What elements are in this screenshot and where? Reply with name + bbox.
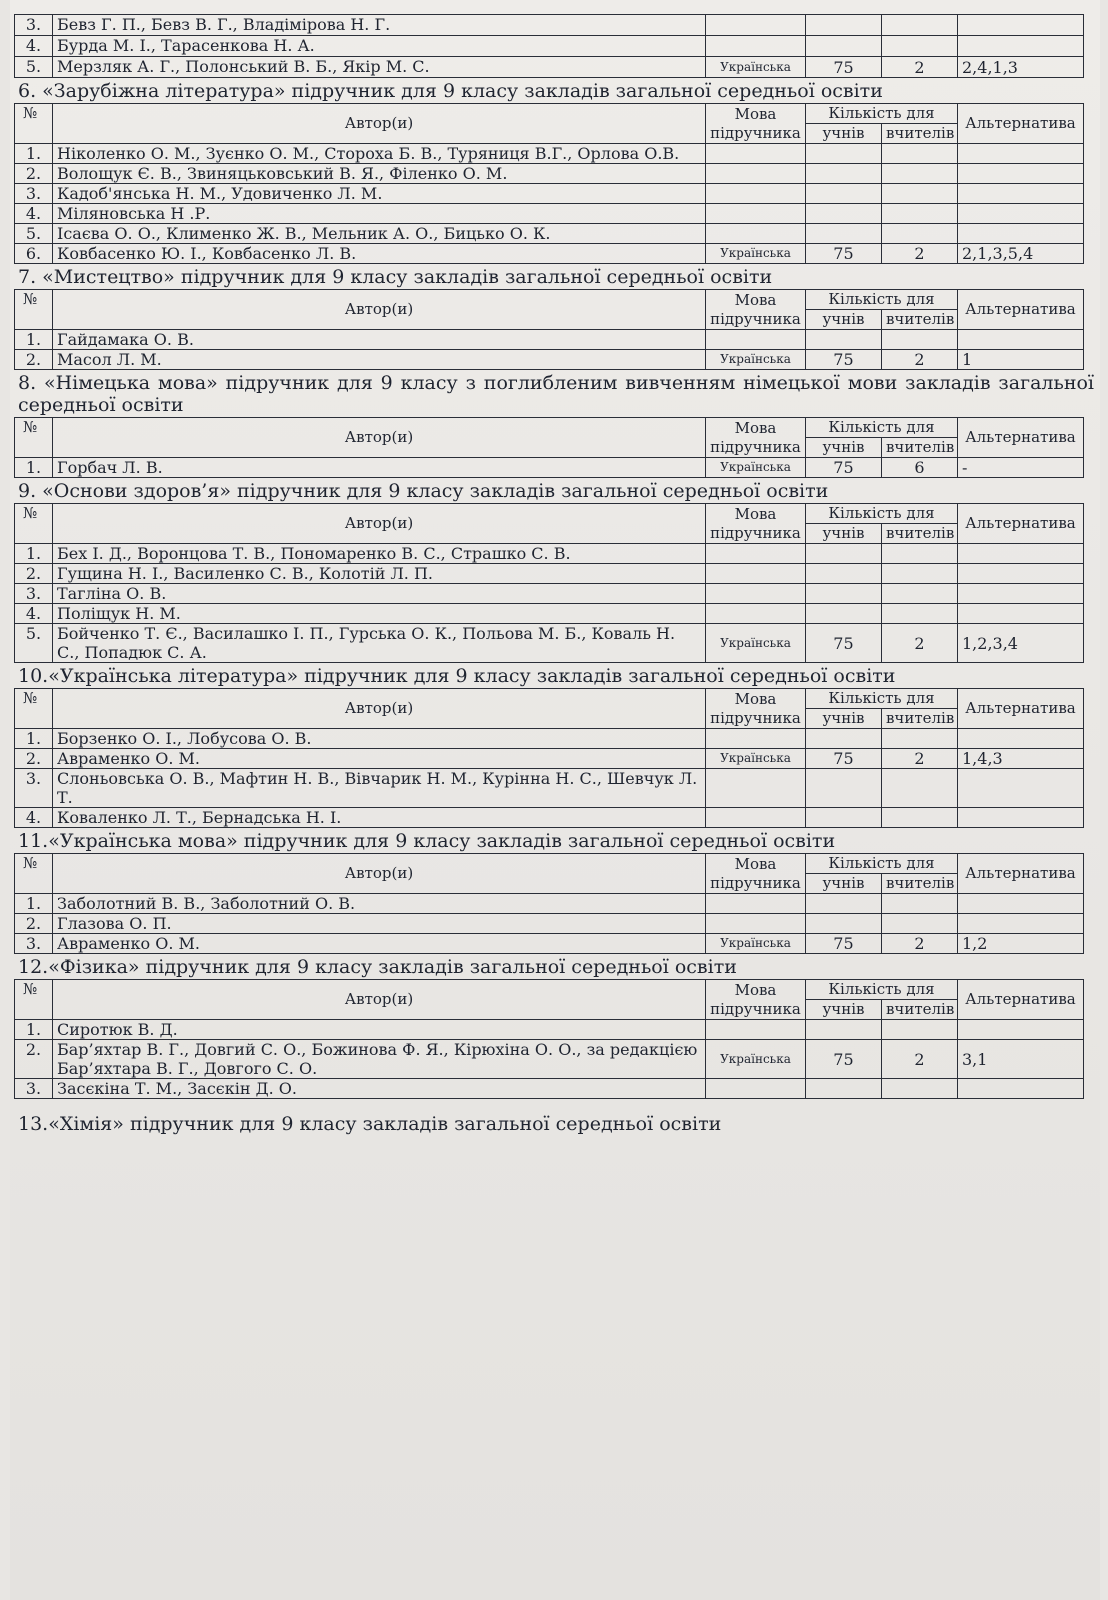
row-alternative: [958, 544, 1084, 564]
table-header-row: [15, 290, 1084, 310]
table-row: [15, 808, 1084, 828]
table-header-row: [15, 980, 1084, 1000]
row-number: 2.: [15, 564, 53, 584]
table-row: [15, 769, 1084, 808]
row-students-count: [805, 604, 881, 624]
table-row: [15, 244, 1084, 264]
row-students-count: [805, 1020, 881, 1040]
header-language-line1: Мова: [734, 504, 777, 523]
table-row: [15, 57, 1084, 78]
row-students-count: [805, 144, 881, 164]
row-number: 4.: [15, 808, 53, 828]
row-author: Сиротюк В. Д.: [53, 1020, 706, 1040]
header-teachers: вчителів: [881, 1000, 957, 1020]
textbook-table: [14, 103, 1084, 264]
row-language: Українська: [705, 934, 805, 954]
row-teachers-count: 2: [882, 57, 958, 78]
row-teachers-count: [881, 544, 957, 564]
table-row: [15, 15, 1084, 36]
row-students-count: 75: [805, 350, 881, 370]
header-language: [705, 418, 805, 458]
row-teachers-count: [881, 330, 957, 350]
row-number: 1.: [15, 1020, 53, 1040]
row-author: Заболотний В. В., Заболотний О. В.: [53, 894, 706, 914]
row-alternative: 3,1: [958, 1040, 1084, 1079]
row-language: Українська: [705, 624, 805, 663]
header-author: Автор(и): [53, 854, 706, 894]
row-teachers-count: [881, 914, 957, 934]
row-alternative: [958, 164, 1084, 184]
row-students-count: 75: [805, 749, 881, 769]
row-number: 4.: [15, 604, 53, 624]
table-header-row: [15, 504, 1084, 524]
row-alternative: [958, 1020, 1084, 1040]
row-alternative: [958, 15, 1084, 36]
row-teachers-count: [881, 769, 957, 808]
header-teachers: вчителів: [881, 124, 957, 144]
header-number: №: [15, 418, 53, 458]
document-content: [10, 14, 1100, 1135]
row-language: Українська: [705, 244, 805, 264]
header-author: Автор(и): [53, 504, 706, 544]
header-language-line2: підручника: [710, 309, 801, 328]
table-row: [15, 584, 1084, 604]
textbook-table: [14, 289, 1084, 370]
row-author: Авраменко О. М.: [53, 934, 706, 954]
row-alternative: [958, 584, 1084, 604]
table-row: [15, 544, 1084, 564]
row-students-count: [805, 584, 881, 604]
row-teachers-count: [881, 564, 957, 584]
row-author: Бойченко Т. Є., Василашко І. П., Гурська О. К., Польова М. Б., Коваль Н. С., Попадюк С. А.: [53, 624, 706, 663]
row-number: 3.: [15, 1079, 53, 1099]
row-students-count: [805, 204, 881, 224]
row-alternative: [958, 808, 1084, 828]
table-header-row: [15, 689, 1084, 709]
header-number: №: [15, 980, 53, 1020]
header-quantity: Кількість для: [805, 504, 957, 524]
row-alternative: [958, 604, 1084, 624]
header-teachers: вчителів: [881, 438, 957, 458]
row-number: 4.: [15, 36, 53, 57]
row-author: Бевз Г. П., Бевз В. Г., Владімірова Н. Г.: [53, 15, 706, 36]
row-language: [705, 184, 805, 204]
header-number: №: [15, 689, 53, 729]
row-teachers-count: [881, 1079, 957, 1099]
row-author: Горбач Л. В.: [53, 458, 706, 478]
header-language-line1: Мова: [734, 980, 777, 999]
textbook-table: [14, 503, 1084, 663]
header-students: учнів: [805, 874, 881, 894]
row-students-count: [806, 15, 882, 36]
header-quantity: Кількість для: [805, 104, 957, 124]
row-teachers-count: [881, 729, 957, 749]
table-row: [15, 204, 1084, 224]
header-language-line2: підручника: [710, 708, 801, 727]
header-alternative: Альтернатива: [958, 290, 1084, 330]
header-language-line1: Мова: [734, 290, 777, 309]
row-students-count: [805, 544, 881, 564]
row-language: [705, 564, 805, 584]
row-number: 3.: [15, 15, 53, 36]
header-students: учнів: [805, 438, 881, 458]
row-language: Українська: [705, 749, 805, 769]
row-students-count: [805, 914, 881, 934]
row-students-count: [805, 729, 881, 749]
header-language: [705, 854, 805, 894]
row-language: [706, 15, 806, 36]
row-number: 5.: [15, 224, 53, 244]
table-row: [15, 934, 1084, 954]
header-language: [705, 689, 805, 729]
row-number: 5.: [15, 624, 53, 663]
table-header-row: [15, 418, 1084, 438]
table-row: [15, 184, 1084, 204]
row-language: [705, 808, 805, 828]
row-author: Ніколенко О. М., Зуєнко О. М., Стороха Б. В., Туряниця В.Г., Орлова О.В.: [53, 144, 706, 164]
row-author: Глазова О. П.: [53, 914, 706, 934]
header-language-line2: підручника: [710, 873, 801, 892]
row-alternative: [958, 729, 1084, 749]
row-teachers-count: [881, 584, 957, 604]
header-students: учнів: [805, 310, 881, 330]
row-teachers-count: [881, 204, 957, 224]
row-number: 5.: [15, 57, 53, 78]
row-number: 1.: [15, 729, 53, 749]
header-number: №: [15, 504, 53, 544]
row-author: Засєкіна Т. М., Засєкін Д. О.: [53, 1079, 706, 1099]
row-author: Бурда М. І., Тарасенкова Н. А.: [53, 36, 706, 57]
row-language: [705, 330, 805, 350]
header-author: Автор(и): [53, 290, 706, 330]
row-author: Авраменко О. М.: [53, 749, 706, 769]
header-language-line2: підручника: [710, 437, 801, 456]
section-title: 6. «Зарубіжна література» підручник для 9 класу закладів загальної середньої освіти: [18, 80, 883, 102]
row-language: [705, 224, 805, 244]
header-teachers: вчителів: [881, 874, 957, 894]
textbook-table: [14, 417, 1084, 478]
row-number: 3.: [15, 769, 53, 808]
row-alternative: [958, 914, 1084, 934]
textbook-table: [14, 979, 1084, 1099]
header-author: Автор(и): [53, 104, 706, 144]
table-row: [15, 224, 1084, 244]
section-title: 12.«Фізика» підручник для 9 класу закладів загальної середньої освіти: [18, 956, 737, 978]
row-students-count: 75: [805, 1040, 881, 1079]
row-students-count: [805, 184, 881, 204]
row-language: [705, 1079, 805, 1099]
header-language-line2: підручника: [710, 523, 801, 542]
row-author: Слоньовська О. В., Мафтин Н. В., Вівчарик Н. М., Курінна Н. С., Шевчук Л. Т.: [53, 769, 706, 808]
row-author: Поліщук Н. М.: [53, 604, 706, 624]
row-language: [705, 544, 805, 564]
row-language: Українська: [705, 1040, 805, 1079]
header-author: Автор(и): [53, 689, 706, 729]
row-students-count: [805, 224, 881, 244]
header-alternative: Альтернатива: [958, 854, 1084, 894]
row-alternative: [958, 330, 1084, 350]
math-textbook-table: [14, 14, 1084, 78]
section-title-final: 13.«Хімія» підручник для 9 класу закладів загальної середньої освіти: [18, 1113, 722, 1135]
row-language: [705, 604, 805, 624]
header-students: учнів: [805, 709, 881, 729]
row-alternative: [958, 224, 1084, 244]
table-row: [15, 330, 1084, 350]
row-author: Ісаєва О. О., Клименко Ж. В., Мельник А. О., Бицько О. К.: [53, 224, 706, 244]
header-language: [705, 504, 805, 544]
header-alternative: Альтернатива: [958, 418, 1084, 458]
header-students: учнів: [805, 124, 881, 144]
row-teachers-count: [882, 15, 958, 36]
row-number: 2.: [15, 164, 53, 184]
row-students-count: [805, 164, 881, 184]
header-number: №: [15, 854, 53, 894]
section-title: 8. «Німецька мова» підручник для 9 класу з поглибленим вивченням німецької мови закладів загальної середньої освіти: [18, 372, 1094, 416]
row-language: [705, 769, 805, 808]
row-students-count: [805, 894, 881, 914]
table-row: [15, 144, 1084, 164]
row-language: [705, 584, 805, 604]
row-alternative: [958, 564, 1084, 584]
row-author: Міляновська Н .Р.: [53, 204, 706, 224]
row-teachers-count: 6: [881, 458, 957, 478]
table-row: [15, 1020, 1084, 1040]
row-author: Волощук Є. В., Звиняцьковський В. Я., Філенко О. М.: [53, 164, 706, 184]
row-author: Масол Л. М.: [53, 350, 706, 370]
row-students-count: [805, 564, 881, 584]
row-teachers-count: 2: [881, 749, 957, 769]
row-teachers-count: [881, 604, 957, 624]
row-students-count: [805, 1079, 881, 1099]
row-alternative: 1,2: [958, 934, 1084, 954]
row-teachers-count: 2: [881, 624, 957, 663]
row-alternative: 2,1,3,5,4: [958, 244, 1084, 264]
row-students-count: [805, 808, 881, 828]
row-number: 3.: [15, 584, 53, 604]
row-language: [705, 894, 805, 914]
row-students-count: 75: [805, 934, 881, 954]
row-number: 1.: [15, 894, 53, 914]
row-alternative: [958, 894, 1084, 914]
header-number: №: [15, 290, 53, 330]
table-row: [15, 749, 1084, 769]
header-quantity: Кількість для: [805, 418, 957, 438]
row-students-count: 75: [805, 244, 881, 264]
row-author: Кадоб'янська Н. М., Удовиченко Л. М.: [53, 184, 706, 204]
row-language: [705, 164, 805, 184]
row-students-count: 75: [806, 57, 882, 78]
row-author: Гайдамака О. В.: [53, 330, 706, 350]
table-row: [15, 729, 1084, 749]
header-quantity: Кількість для: [805, 290, 957, 310]
row-teachers-count: [881, 184, 957, 204]
row-alternative: 1,4,3: [958, 749, 1084, 769]
row-number: 2.: [15, 1040, 53, 1079]
row-teachers-count: [882, 36, 958, 57]
table-row: [15, 1079, 1084, 1099]
header-language: [705, 290, 805, 330]
row-number: 3.: [15, 184, 53, 204]
header-author: Автор(и): [53, 418, 706, 458]
row-alternative: [958, 769, 1084, 808]
row-language: [705, 914, 805, 934]
row-number: 2.: [15, 749, 53, 769]
header-language-line1: Мова: [734, 104, 777, 123]
row-students-count: [805, 330, 881, 350]
table-row: [15, 914, 1084, 934]
row-language: [705, 1020, 805, 1040]
header-teachers: вчителів: [881, 709, 957, 729]
header-alternative: Альтернатива: [958, 689, 1084, 729]
row-number: 6.: [15, 244, 53, 264]
row-teachers-count: [881, 894, 957, 914]
section-title: 10.«Українська література» підручник для 9 класу закладів загальної середньої освіти: [18, 665, 896, 687]
row-teachers-count: [881, 224, 957, 244]
header-author: Автор(и): [53, 980, 706, 1020]
row-teachers-count: 2: [881, 244, 957, 264]
header-language: [705, 104, 805, 144]
header-students: учнів: [805, 1000, 881, 1020]
row-alternative: -: [958, 458, 1084, 478]
row-alternative: [958, 204, 1084, 224]
row-alternative: 1,2,3,4: [958, 624, 1084, 663]
section-title: 11.«Українська мова» підручник для 9 класу закладів загальної середньої освіти: [18, 830, 836, 852]
table-row: [15, 564, 1084, 584]
row-author: Гущина Н. І., Василенко С. В., Колотій Л. П.: [53, 564, 706, 584]
table-header-row: [15, 854, 1084, 874]
row-alternative: [958, 36, 1084, 57]
header-alternative: Альтернатива: [958, 980, 1084, 1020]
table-row: [15, 1040, 1084, 1079]
row-author: Мерзляк А. Г., Полонський В. Б., Якір М. С.: [53, 57, 706, 78]
document-page: [10, 0, 1100, 1600]
section-title: 9. «Основи здоров’я» підручник для 9 класу закладів загальної середньої освіти: [18, 480, 829, 502]
header-teachers: вчителів: [881, 310, 957, 330]
header-language-line1: Мова: [734, 689, 777, 708]
row-author: Борзенко О. І., Лобусова О. В.: [53, 729, 706, 749]
header-students: учнів: [805, 524, 881, 544]
section-title: 7. «Мистецтво» підручник для 9 класу закладів загальної середньої освіти: [18, 266, 773, 288]
row-students-count: 75: [805, 458, 881, 478]
row-language: Українська: [706, 57, 806, 78]
row-teachers-count: [881, 144, 957, 164]
header-language: [705, 980, 805, 1020]
row-students-count: [805, 769, 881, 808]
row-number: 4.: [15, 204, 53, 224]
header-language-line1: Мова: [734, 854, 777, 873]
table-row: [15, 458, 1084, 478]
header-number: №: [15, 104, 53, 144]
row-students-count: 75: [805, 624, 881, 663]
header-language-line1: Мова: [734, 418, 777, 437]
header-language-line2: підручника: [710, 123, 801, 142]
row-language: Українська: [705, 458, 805, 478]
row-alternative: [958, 144, 1084, 164]
row-students-count: [806, 36, 882, 57]
row-number: 1.: [15, 330, 53, 350]
row-number: 1.: [15, 144, 53, 164]
row-alternative: [958, 1079, 1084, 1099]
row-author: Ковбасенко Ю. І., Ковбасенко Л. В.: [53, 244, 706, 264]
header-language-line2: підручника: [710, 999, 801, 1018]
row-language: [706, 36, 806, 57]
row-number: 2.: [15, 350, 53, 370]
row-number: 2.: [15, 914, 53, 934]
table-row: [15, 350, 1084, 370]
row-alternative: [958, 184, 1084, 204]
table-row: [15, 894, 1084, 914]
table-row: [15, 36, 1084, 57]
row-author: Коваленко Л. Т., Бернадська Н. І.: [53, 808, 706, 828]
row-alternative: 2,4,1,3: [958, 57, 1084, 78]
row-teachers-count: 2: [881, 934, 957, 954]
row-teachers-count: [881, 808, 957, 828]
row-alternative: 1: [958, 350, 1084, 370]
textbook-table: [14, 688, 1084, 828]
row-author: Бех І. Д., Воронцова Т. В., Пономаренко В. С., Страшко С. В.: [53, 544, 706, 564]
header-quantity: Кількість для: [805, 980, 957, 1000]
row-author: Тагліна О. В.: [53, 584, 706, 604]
row-teachers-count: 2: [881, 350, 957, 370]
table-row: [15, 604, 1084, 624]
table-row: [15, 624, 1084, 663]
row-number: 3.: [15, 934, 53, 954]
header-teachers: вчителів: [881, 524, 957, 544]
header-quantity: Кількість для: [805, 854, 957, 874]
row-language: [705, 729, 805, 749]
row-number: 1.: [15, 544, 53, 564]
row-teachers-count: [881, 1020, 957, 1040]
textbook-table: [14, 853, 1084, 954]
row-number: 1.: [15, 458, 53, 478]
row-teachers-count: 2: [881, 1040, 957, 1079]
header-alternative: Альтернатива: [958, 104, 1084, 144]
row-author: Бар’яхтар В. Г., Довгий С. О., Божинова Ф. Я., Кірюхіна О. О., за редакцією Бар’яхтара В. Г., Довгого С. О.: [53, 1040, 706, 1079]
table-row: [15, 164, 1084, 184]
header-alternative: Альтернатива: [958, 504, 1084, 544]
row-language: [705, 144, 805, 164]
row-teachers-count: [881, 164, 957, 184]
row-language: Українська: [705, 350, 805, 370]
header-quantity: Кількість для: [805, 689, 957, 709]
row-language: [705, 204, 805, 224]
table-header-row: [15, 104, 1084, 124]
